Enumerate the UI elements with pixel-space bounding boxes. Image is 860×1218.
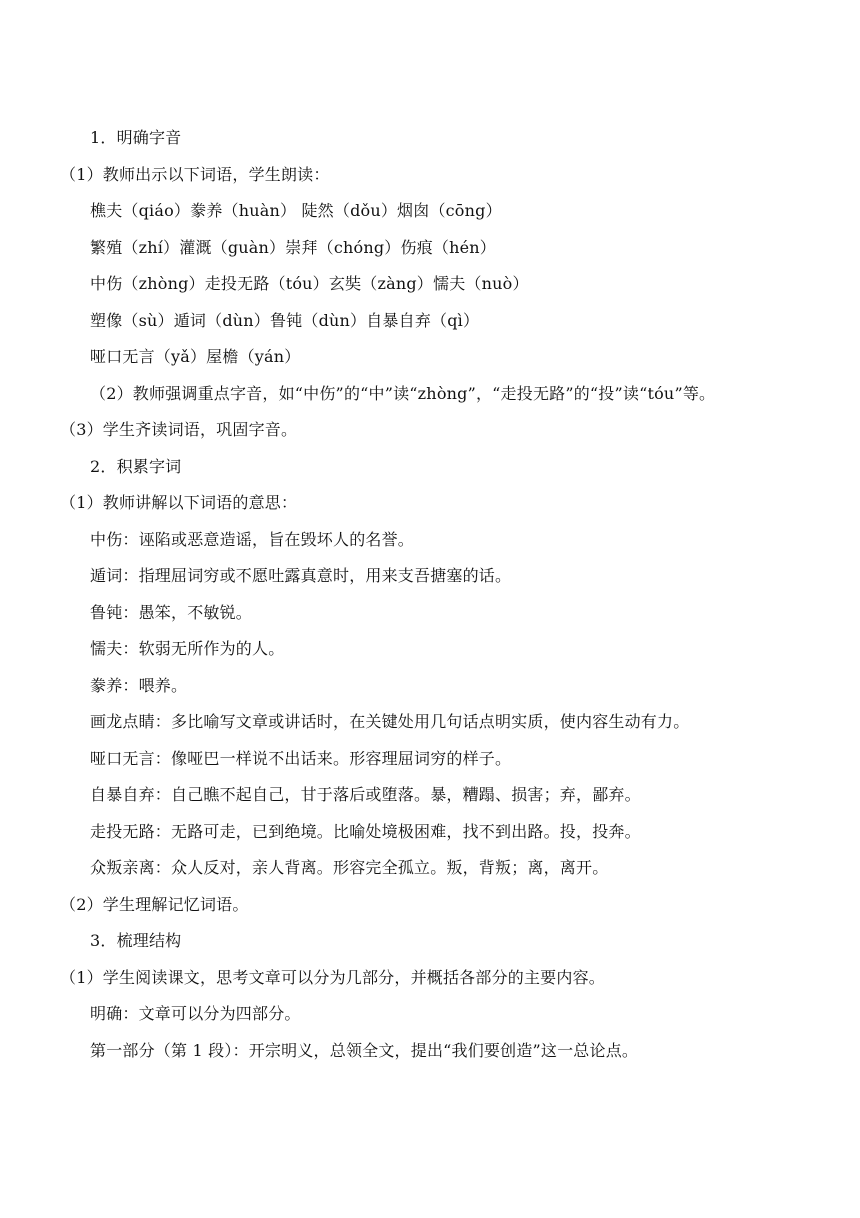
answer-line: 明确：文章可以分为四部分。 [90, 1004, 301, 1023]
definition-line: 豢养：喂养。 [90, 675, 188, 695]
pinyin-line: 樵夫（qiáo）豢养（huàn） 陡然（dǒu）烟囱（cōng） [90, 201, 502, 220]
answer-line: 第一部分（第 1 段）：开宗明义，总领全文，提出“我们要创造”这一总论点。 [90, 1040, 639, 1060]
heading-vocabulary: 2．积累字词 [90, 456, 182, 476]
pinyin-line: 塑像（sù）遁词（dùn）鲁钝（dùn）自暴自弃（qì） [90, 310, 480, 330]
document-body [60, 120, 820, 1069]
instruction-line: （1）教师讲解以下词语的意思： [60, 493, 298, 512]
instruction-line: （2）学生理解记忆词语。 [60, 894, 249, 914]
pinyin-line: 中伤（zhòng）走投无路（tóu）玄奘（zàng）懦夫（nuò） [90, 274, 529, 293]
emphasis-paragraph: （2）教师强调重点字音，如“中伤”的“中”读“zhòng”，“走投无路”的“投”读“tóu”等。 [90, 383, 716, 403]
definition-line: 中伤：诬陷或恶意造谣，旨在毁坏人的名誉。 [90, 529, 415, 549]
instruction-line: （3）学生齐读词语，巩固字音。 [60, 420, 298, 439]
instruction-line: （1）学生阅读课文，思考文章可以分为几部分，并概括各部分的主要内容。 [60, 967, 605, 987]
heading-pronunciation: 1．明确字音 [90, 128, 182, 147]
pinyin-line: 哑口无言（yǎ）屋檐（yán） [90, 347, 301, 366]
definition-line: 画龙点睛：多比喻写文章或讲话时，在关键处用几句话点明实质，使内容生动有力。 [90, 712, 690, 731]
instruction-line: （1）教师出示以下词语，学生朗读： [60, 164, 330, 184]
heading-structure: 3．梳理结构 [90, 931, 182, 950]
definition-line: 鲁钝：愚笨，不敏锐。 [90, 602, 253, 622]
definition-line: 遁词：指理屈词穷或不愿吐露真意时，用来支吾搪塞的话。 [90, 566, 512, 585]
definition-line: 走投无路：无路可走，已到绝境。比喻处境极困难，找不到出路。投，投奔。 [90, 821, 641, 841]
definition-line: 众叛亲离：众人反对，亲人背离。形容完全孤立。叛，背叛；离，离开。 [90, 858, 609, 877]
definition-line: 哑口无言：像哑巴一样说不出话来。形容理屈词穷的样子。 [90, 748, 512, 768]
definition-line: 懦夫：软弱无所作为的人。 [90, 639, 285, 658]
definition-line: 自暴自弃：自己瞧不起自己，甘于落后或堕落。暴，糟蹋、损害；弃，鄙弃。 [90, 785, 641, 804]
pinyin-line: 繁殖（zhí）灌溉（guàn）崇拜（chóng）伤痕（hén） [90, 237, 496, 257]
